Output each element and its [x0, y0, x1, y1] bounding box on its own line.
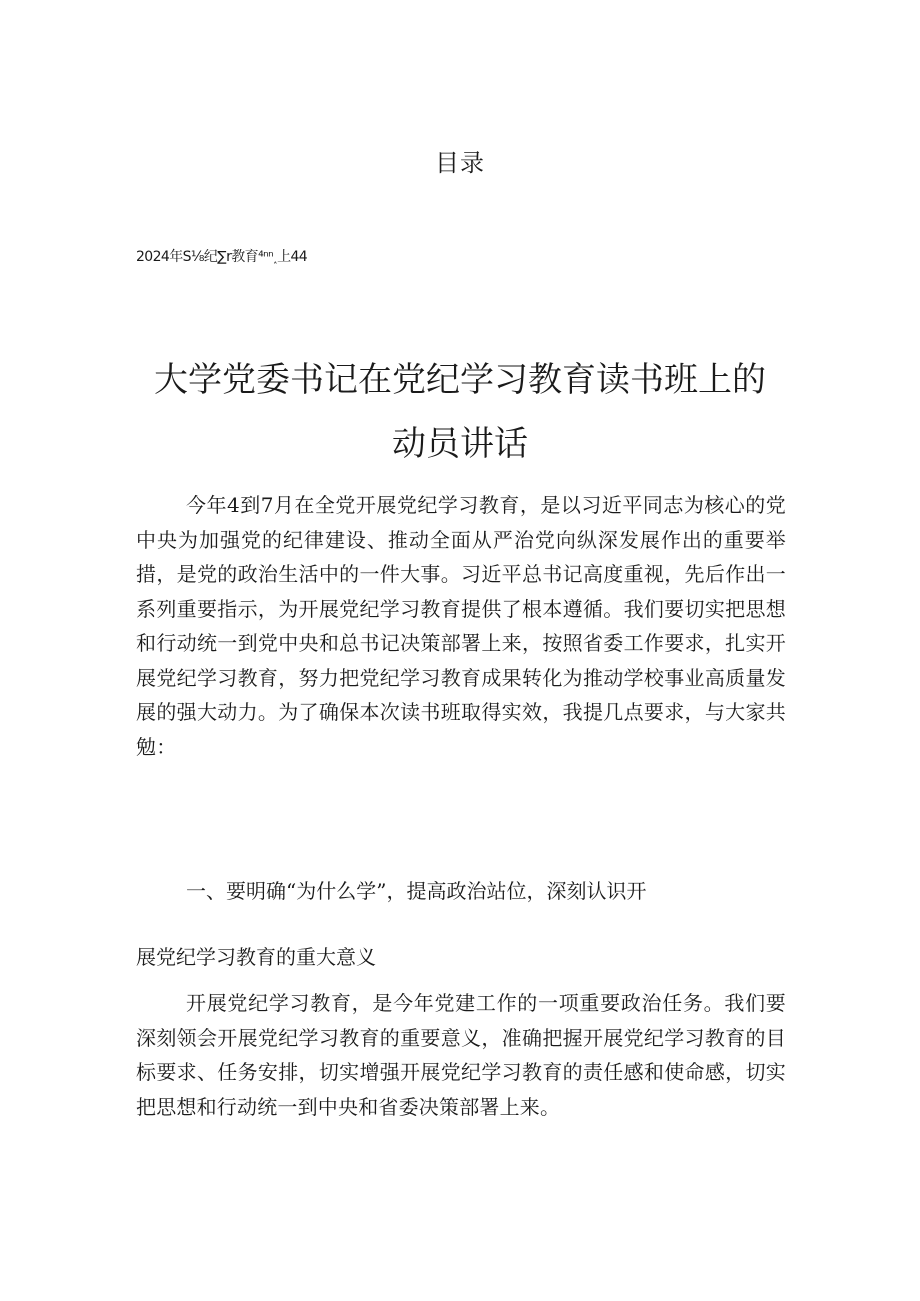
- section-heading-1-line-2: 展党纪学习教育的重大意义: [136, 945, 376, 969]
- document-title: [120, 348, 800, 476]
- document-title-line-1: 大学党委书记在党纪学习教育读书班上的: [154, 360, 766, 400]
- section-heading-1: [136, 858, 786, 990]
- section-heading-1-line-1: 一、要明确“为什么学”，提高政治站位，深刻认识开: [186, 879, 647, 903]
- document-title-line-2: 动员讲话: [392, 424, 528, 464]
- paragraph-2: 开展党纪学习教育，是今年党建工作的一项重要政治任务。我们要深刻领会开展党纪学习教育的重要意义，准确把握开展党纪学习教育的目标要求、任务安排，切实增强开展党纪学习教育的责任感和使命感，切实把思想和行动统一到中央和省委决策部署上来。: [136, 991, 786, 1119]
- toc-title: 目录: [435, 150, 485, 177]
- paragraph-1: 今年4到7月在全党开展党纪学习教育，是以习近平同志为核心的党中央为加强党的纪律建设、推动全面从严治党向纵深发展作出的重要举措，是党的政治生活中的一件大事。习近平总书记高度重视，先后作出一系列重要指示，为开展党纪学习教育提供了根本遵循。我们要切实把思想和行动统一到党中央和总书记决策部署上来，按照省委工作要求，扎实开展党纪学习教育，努力把党纪学习教育成果转化为推动学校事业高质量发展的强大动力。为了确保本次读书班取得实效，我提几点要求，与大家共勉：: [136, 493, 786, 759]
- toc-entry[interactable]: 2024年S⅛纪∑r教育⁴ⁿⁿ˰上44: [136, 249, 308, 265]
